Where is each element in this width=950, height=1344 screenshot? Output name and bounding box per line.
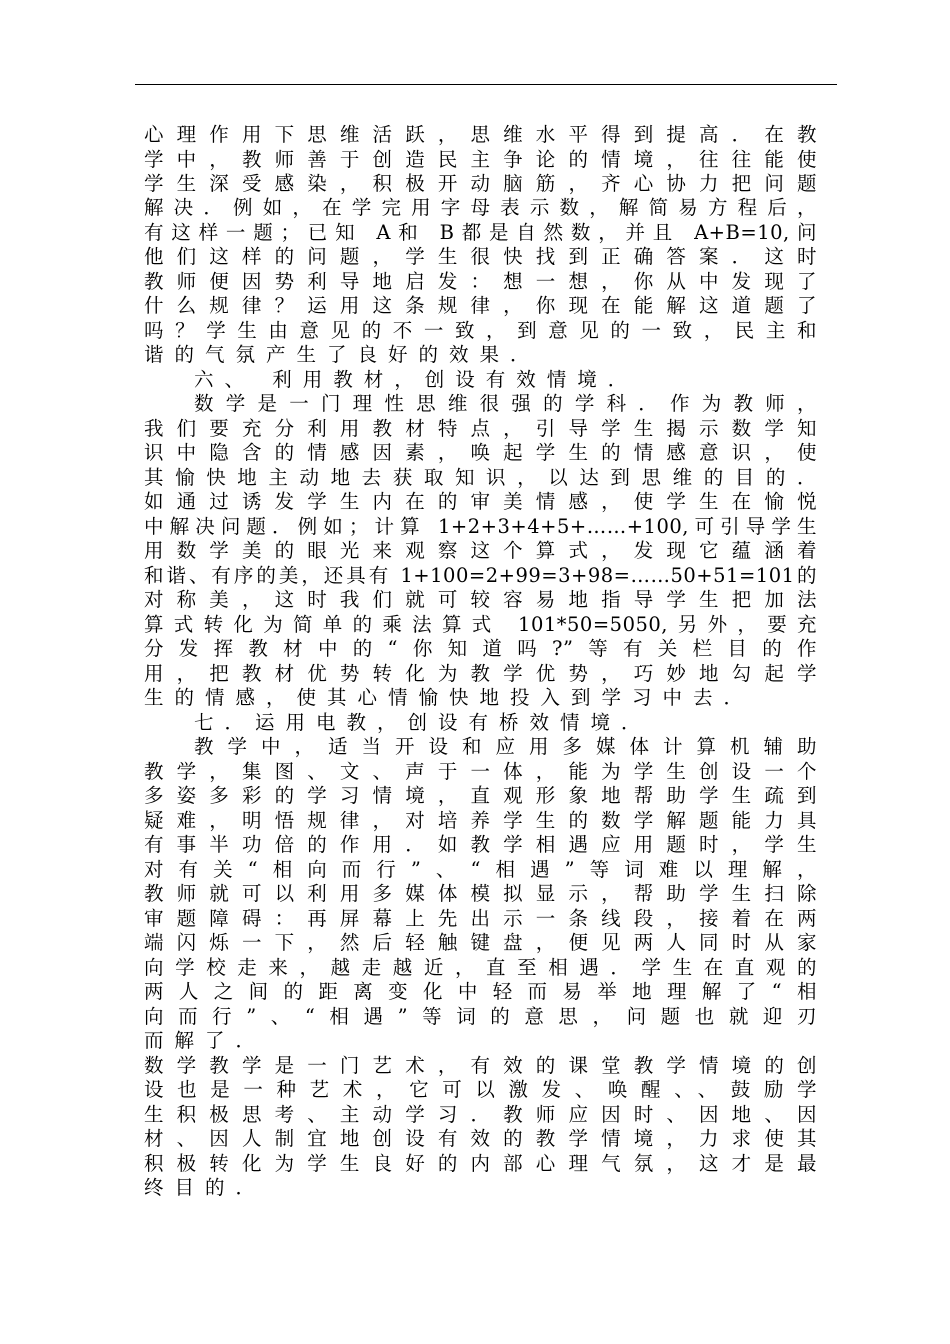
text-line: 识中隐含的情感因素，唤起学生的情感意识，使 [144, 441, 817, 464]
text-line: 生积极思考、主动学习．教师应因时、因地、因 [144, 1103, 817, 1126]
text-line: 心理作用下思维活跃，思维水平得到提高．在教 [144, 123, 817, 146]
text-line: 疑难，明悟规律，对培养学生的数学解题能力具 [144, 809, 817, 832]
text-line: 对称美，这时我们就可较容易地指导学生把加法 [144, 588, 817, 611]
text-line: 他们这样的问题，学生很快找到正确答案．这时 [144, 245, 817, 268]
text-line: 积极转化为学生良好的内部心理气氛，这才是最 [144, 1152, 817, 1175]
text-line: 终目的． [144, 1176, 267, 1199]
text-line: 教师便因势利导地启发：想一想，你从中发现了 [144, 270, 817, 293]
text-line: 什么规律？运用这条规律，你现在能解这道题了 [144, 294, 817, 317]
text-line: 向而行”、“相遇”等词的意思，问题也就迎刃 [144, 1005, 817, 1028]
text-line: 和谐、有序的美，还具有 1+100=2+99=3+98=……50+51=101的 [144, 564, 817, 587]
text-line: 如通过诱发学生内在的审美情感，使学生在愉悦 [144, 490, 817, 513]
text-line: 生的情感，使其心情愉快地投入到学习中去． [144, 686, 755, 709]
text-line: 两人之间的距离变化中轻而易举地理解了“相 [144, 980, 817, 1003]
text-line: 学生深受感染，积极开动脑筋，齐心协力把问题 [144, 172, 817, 195]
text-line: 对有关“相向而行”、“相遇”等词难以理解， [144, 858, 817, 881]
text-line: 教师就可以利用多媒体模拟显示，帮助学生扫除 [144, 882, 817, 905]
text-line: 有这样一题；已知 A和 B都是自然数，并且 A+B=10,问 [144, 221, 817, 244]
text-line: 吗？学生由意见的不一致，到意见的一致，民主和 [144, 319, 817, 342]
text-line: 中解决问题．例如；计算 1+2+3+4+5+……+100,可引导学生 [144, 515, 817, 538]
text-line: 端闪烁一下，然后轻触键盘，便见两人同时从家 [144, 931, 817, 954]
text-line: 用数学美的眼光来观察这个算式，发现它蕴涵着 [144, 539, 817, 562]
text-line: 数学是一门理性思维很强的学科．作为教师， [194, 392, 817, 415]
text-line: 向学校走来，越走越近，直至相遇．学生在直观的 [144, 956, 817, 979]
section-heading: 七．运用电教，创设有桥效情境． [194, 711, 652, 734]
text-line: 解决．例如，在学完用字母表示数，解简易方程后， [144, 196, 817, 219]
text-line: 教学，集图、文、声于一体，能为学生创设一个 [144, 760, 817, 783]
text-line: 谐的气氛产生了良好的效果． [144, 343, 541, 366]
text-line: 审题障碍：再屏幕上先出示一条线段，接着在两 [144, 907, 817, 930]
text-line: 用，把教材优势转化为教学优势，巧妙地勾起学 [144, 662, 817, 685]
section-heading: 六、 利用教材，创设有效情境． [194, 368, 639, 391]
text-line: 而解了． [144, 1029, 267, 1052]
text-line: 设也是一种艺术，它可以激发、唤醒、、鼓励学 [144, 1078, 817, 1101]
text-line: 算式转化为简单的乘法算式 101*50=5050,另外，要充 [144, 613, 817, 636]
text-line: 分发挥教材中的“你知道吗?”等有关栏目的作 [144, 637, 817, 660]
text-line: 我们要充分利用教材特点，引导学生揭示数学知 [144, 417, 817, 440]
text-line: 其愉快地主动地去获取知识，以达到思维的目的． [144, 466, 817, 489]
text-line: 数学教学是一门艺术，有效的课堂教学情境的创 [144, 1054, 817, 1077]
text-line: 多姿多彩的学习情境，直观形象地帮助学生疏到 [144, 784, 817, 807]
text-line: 有事半功倍的作用．如教学相遇应用题时，学生 [144, 833, 817, 856]
text-line: 教学中，适当开设和应用多媒体计算机辅助 [194, 735, 817, 758]
text-line: 学中，教师善于创造民主争论的情境，往往能使 [144, 148, 817, 171]
text-line: 材、因人制宜地创设有效的教学情境，力求使其 [144, 1127, 817, 1150]
